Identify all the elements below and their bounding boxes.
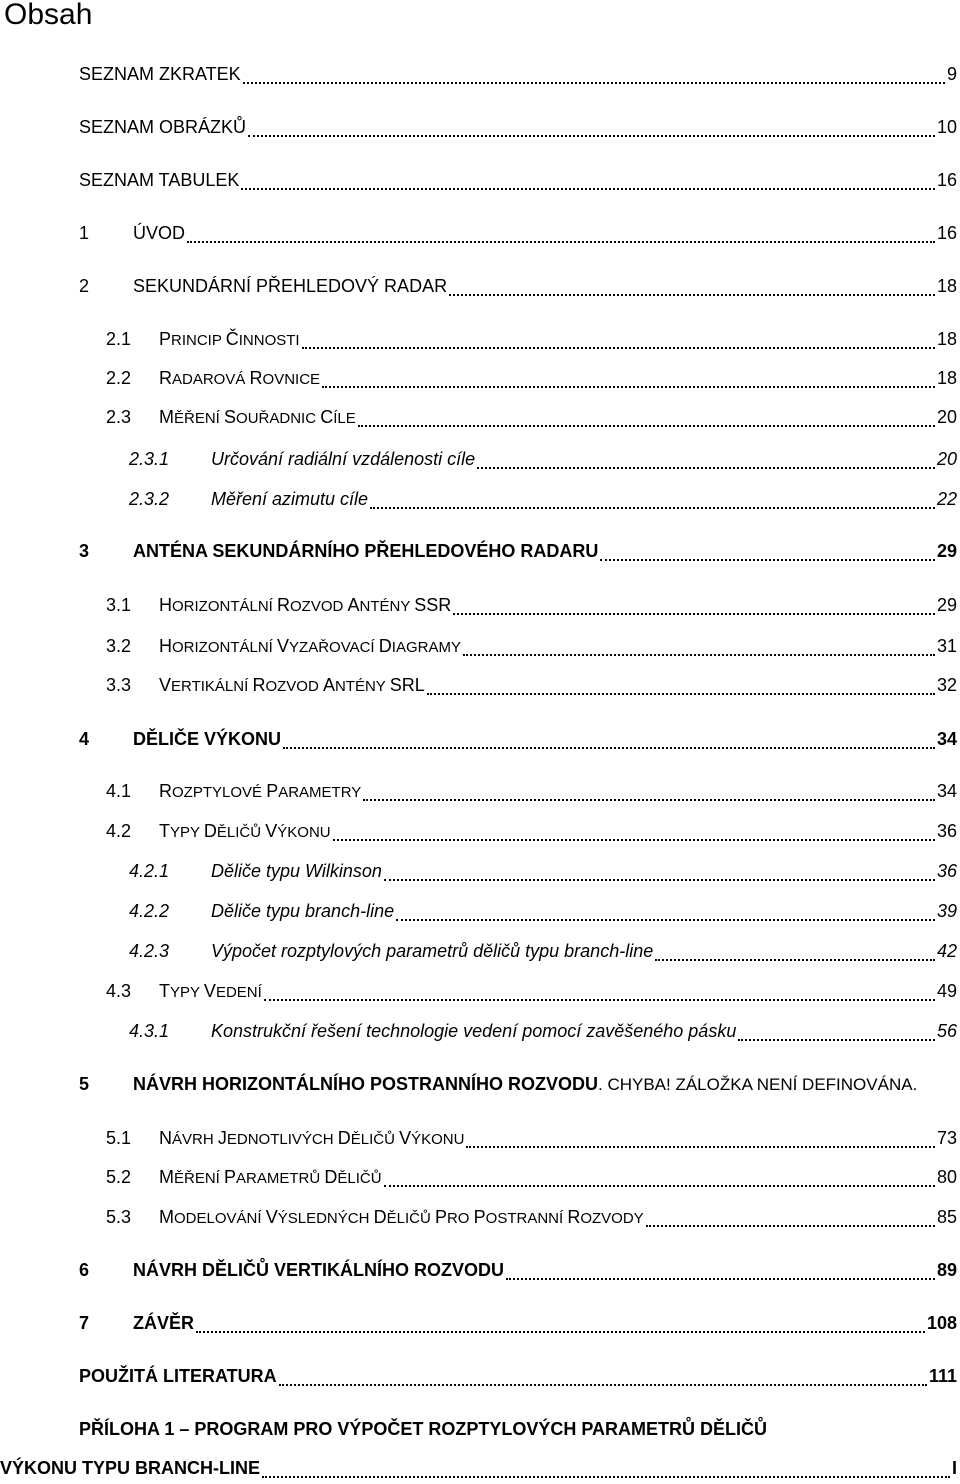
toc-page-number: 18 <box>936 329 957 349</box>
toc-entry-number: 3.2 <box>106 636 132 656</box>
toc-entry-number: 4.3 <box>106 981 132 1001</box>
toc-entry-title: HORIZONTÁLNÍ ROZVOD ANTÉNY SSR <box>159 595 452 615</box>
toc-entry-title: Výpočet rozptylových parametrů děličů typu branch-line <box>211 941 654 961</box>
toc-dot-leader <box>384 879 935 881</box>
toc-page-number: 18 <box>936 276 957 296</box>
toc-dot-leader <box>506 1278 935 1280</box>
toc-page-number: 29 <box>936 541 957 561</box>
toc-entry[interactable] <box>0 821 957 847</box>
toc-entry-title: MĚŘENÍ SOUŘADNIC CÍLE <box>159 407 356 427</box>
toc-page-number: 49 <box>936 981 957 1001</box>
toc-page-number: 16 <box>936 170 957 190</box>
toc-entry[interactable] <box>0 170 957 196</box>
toc-entry[interactable] <box>0 595 957 621</box>
toc-dot-leader <box>358 425 935 427</box>
toc-entry[interactable] <box>0 64 957 90</box>
toc-dot-leader <box>600 559 935 561</box>
toc-dot-leader <box>370 507 935 509</box>
toc-page-number: 34 <box>936 729 957 749</box>
toc-entry-number: 3 <box>79 541 90 561</box>
toc-dot-leader <box>279 1384 927 1386</box>
toc-entry-number: 3.1 <box>106 595 132 615</box>
toc-entry-title: Děliče typu Wilkinson <box>211 861 382 881</box>
toc-entry[interactable] <box>0 1458 957 1484</box>
toc-entry-title: VERTIKÁLNÍ ROZVOD ANTÉNY SRL <box>159 675 425 695</box>
toc-entry-title: MĚŘENÍ PARAMETRŮ DĚLIČŮ <box>159 1167 382 1187</box>
toc-dot-leader <box>463 654 935 656</box>
toc-entry[interactable] <box>0 1074 957 1100</box>
toc-dot-leader <box>196 1331 925 1333</box>
toc-page-number: 36 <box>936 821 957 841</box>
toc-page-number: 16 <box>936 223 957 243</box>
toc-entry[interactable] <box>0 729 957 755</box>
toc-dot-leader <box>453 613 935 615</box>
toc-entry-number: 2.3.2 <box>129 489 170 509</box>
toc-entry-number: 7 <box>79 1313 90 1333</box>
toc-entry[interactable] <box>0 223 957 249</box>
toc-page-number: 31 <box>936 636 957 656</box>
toc-entry[interactable] <box>0 1021 957 1047</box>
toc-page-number: 108 <box>926 1313 957 1333</box>
toc-entry-title: Konstrukční řešení technologie vedení pomocí zavěšeného pásku <box>211 1021 737 1041</box>
toc-entry[interactable] <box>0 276 957 302</box>
toc-entry-number: 4.2.2 <box>129 901 170 921</box>
toc-entry-number: 5.3 <box>106 1207 132 1227</box>
toc-entry[interactable] <box>0 1167 957 1193</box>
toc-entry-title: PRINCIP ČINNOSTI <box>159 329 300 349</box>
toc-entry[interactable] <box>0 407 957 433</box>
toc-entry-title: ZÁVĚR <box>133 1313 195 1333</box>
toc-page-number: 85 <box>936 1207 957 1227</box>
toc-page-number: 34 <box>936 781 957 801</box>
toc-dot-leader <box>646 1225 935 1227</box>
toc-entry-number: 4 <box>79 729 90 749</box>
toc-entry-title: POUŽITÁ LITERATURA <box>79 1366 277 1386</box>
toc-page-number: 39 <box>936 901 957 921</box>
toc-dot-leader <box>427 693 935 695</box>
toc-entry[interactable] <box>0 861 957 887</box>
toc-dot-leader <box>396 919 935 921</box>
toc-entry[interactable] <box>0 901 957 927</box>
toc-dot-leader <box>243 82 945 84</box>
toc-entry[interactable] <box>0 541 957 567</box>
toc-page-number: 36 <box>936 861 957 881</box>
toc-page-number: 111 <box>928 1366 957 1386</box>
toc-page-number: 29 <box>936 595 957 615</box>
toc-entry[interactable] <box>0 1128 957 1154</box>
toc-entry-number: 5.2 <box>106 1167 132 1187</box>
toc-dot-leader <box>477 467 935 469</box>
toc-entry-number: 4.2 <box>106 821 132 841</box>
toc-entry-title: VÝKONU TYPU BRANCH-LINE <box>0 1458 261 1478</box>
toc-entry-number: 2.3 <box>106 407 132 427</box>
toc-entry-title: Určování radiální vzdálenosti cíle <box>211 449 476 469</box>
toc-entry-number: 2.2 <box>106 368 132 388</box>
toc-entry-number: 5.1 <box>106 1128 132 1148</box>
toc-dot-leader <box>248 135 935 137</box>
toc-page-number: 22 <box>936 489 957 509</box>
toc-entry-title: TYPY DĚLIČŮ VÝKONU <box>159 821 331 841</box>
toc-entry[interactable] <box>0 489 957 515</box>
toc-entry-title: SEKUNDÁRNÍ PŘEHLEDOVÝ RADAR <box>133 276 448 296</box>
toc-entry-title: RADAROVÁ ROVNICE <box>159 368 321 388</box>
toc-entry-title: PŘÍLOHA 1 – PROGRAM PRO VÝPOČET ROZPTYLOVÝCH PARAMETRŮ DĚLIČŮ <box>79 1419 768 1439</box>
toc-entry[interactable] <box>0 449 957 475</box>
toc-dot-leader <box>283 747 935 749</box>
toc-entry-title: ROZPTYLOVÉ PARAMETRY <box>159 781 362 801</box>
toc-entry[interactable] <box>0 329 957 355</box>
toc-dot-leader <box>466 1146 935 1148</box>
toc-entry[interactable] <box>0 1366 957 1392</box>
toc-page-number: 89 <box>936 1260 957 1280</box>
toc-entry[interactable] <box>0 941 957 967</box>
toc-entry-number: 5 <box>79 1074 90 1094</box>
toc-page-number: 20 <box>936 407 957 427</box>
toc-dot-leader <box>384 1185 935 1187</box>
toc-page-number: 9 <box>946 64 957 84</box>
toc-page-number: 80 <box>936 1167 957 1187</box>
toc-entry-title: SEZNAM OBRÁZKŮ <box>79 117 247 137</box>
toc-entry[interactable] <box>0 1260 957 1286</box>
toc-dot-leader <box>241 188 935 190</box>
toc-entry-title: SEZNAM TABULEK <box>79 170 240 190</box>
toc-entry[interactable] <box>0 636 957 662</box>
toc-entry-number: 3.3 <box>106 675 132 695</box>
toc-page-number: 18 <box>936 368 957 388</box>
toc-dot-leader <box>449 294 935 296</box>
toc-entry[interactable] <box>0 981 957 1007</box>
toc-page-number: 42 <box>936 941 957 961</box>
toc-entry-title: TYPY VEDENÍ <box>159 981 262 1001</box>
toc-entry[interactable] <box>0 117 957 143</box>
toc-entry-title: NÁVRH HORIZONTÁLNÍHO POSTRANNÍHO ROZVODU <box>133 1074 598 1094</box>
toc-page-number: . CHYBA! ZÁLOŽKA NENÍ DEFINOVÁNA. <box>598 1075 918 1094</box>
toc-dot-leader <box>262 1476 950 1478</box>
toc-entry-title: NÁVRH JEDNOTLIVÝCH DĚLIČŮ VÝKONU <box>159 1128 465 1148</box>
toc-page-number: 73 <box>936 1128 957 1148</box>
toc-entry[interactable] <box>0 1419 957 1445</box>
toc-entry-number: 2.3.1 <box>129 449 170 469</box>
toc-dot-leader <box>187 241 935 243</box>
toc-entry-title: NÁVRH DĚLIČŮ VERTIKÁLNÍHO ROZVODU <box>133 1260 505 1280</box>
page-title: Obsah <box>4 0 93 31</box>
toc-entry-title: ÚVOD <box>133 223 186 243</box>
toc-entry-number: 4.1 <box>106 781 132 801</box>
toc-entry-number: 6 <box>79 1260 90 1280</box>
toc-entry-title: Děliče typu branch-line <box>211 901 395 921</box>
toc-page-number: 56 <box>936 1021 957 1041</box>
toc-entry-number: 2.1 <box>106 329 132 349</box>
toc-entry[interactable] <box>0 1207 957 1233</box>
toc-entry-title: HORIZONTÁLNÍ VYZAŘOVACÍ DIAGRAMY <box>159 636 461 656</box>
toc-entry-number: 4.2.1 <box>129 861 170 881</box>
toc-dot-leader <box>302 347 935 349</box>
toc-entry[interactable] <box>0 675 957 701</box>
toc-dot-leader <box>333 839 935 841</box>
toc-entry-number: 4.2.3 <box>129 941 170 961</box>
toc-page-number: 32 <box>936 675 957 695</box>
toc-page-number: 20 <box>936 449 957 469</box>
toc-entry-number: 2 <box>79 276 90 296</box>
toc-entry-number: 1 <box>79 223 90 243</box>
toc-entry[interactable] <box>0 1313 957 1339</box>
toc-dot-leader <box>738 1039 935 1041</box>
toc-dot-leader <box>363 799 935 801</box>
toc-dot-leader <box>264 999 935 1001</box>
toc-entry-title: SEZNAM ZKRATEK <box>79 64 241 84</box>
toc-entry[interactable] <box>0 781 957 807</box>
toc-entry-title: DĚLIČE VÝKONU <box>133 729 282 749</box>
toc-dot-leader <box>322 386 935 388</box>
toc-dot-leader <box>655 959 935 961</box>
toc-entry-number: 4.3.1 <box>129 1021 170 1041</box>
toc-entry-title: ANTÉNA SEKUNDÁRNÍHO PŘEHLEDOVÉHO RADARU <box>133 541 599 561</box>
toc-page-number: I <box>951 1458 957 1478</box>
toc-entry-title: Měření azimutu cíle <box>211 489 369 509</box>
toc-entry[interactable] <box>0 368 957 394</box>
toc-page-number: 10 <box>936 117 957 137</box>
toc-entry-title: MODELOVÁNÍ VÝSLEDNÝCH DĚLIČŮ PRO POSTRANNÍ ROZVODY <box>159 1207 644 1227</box>
